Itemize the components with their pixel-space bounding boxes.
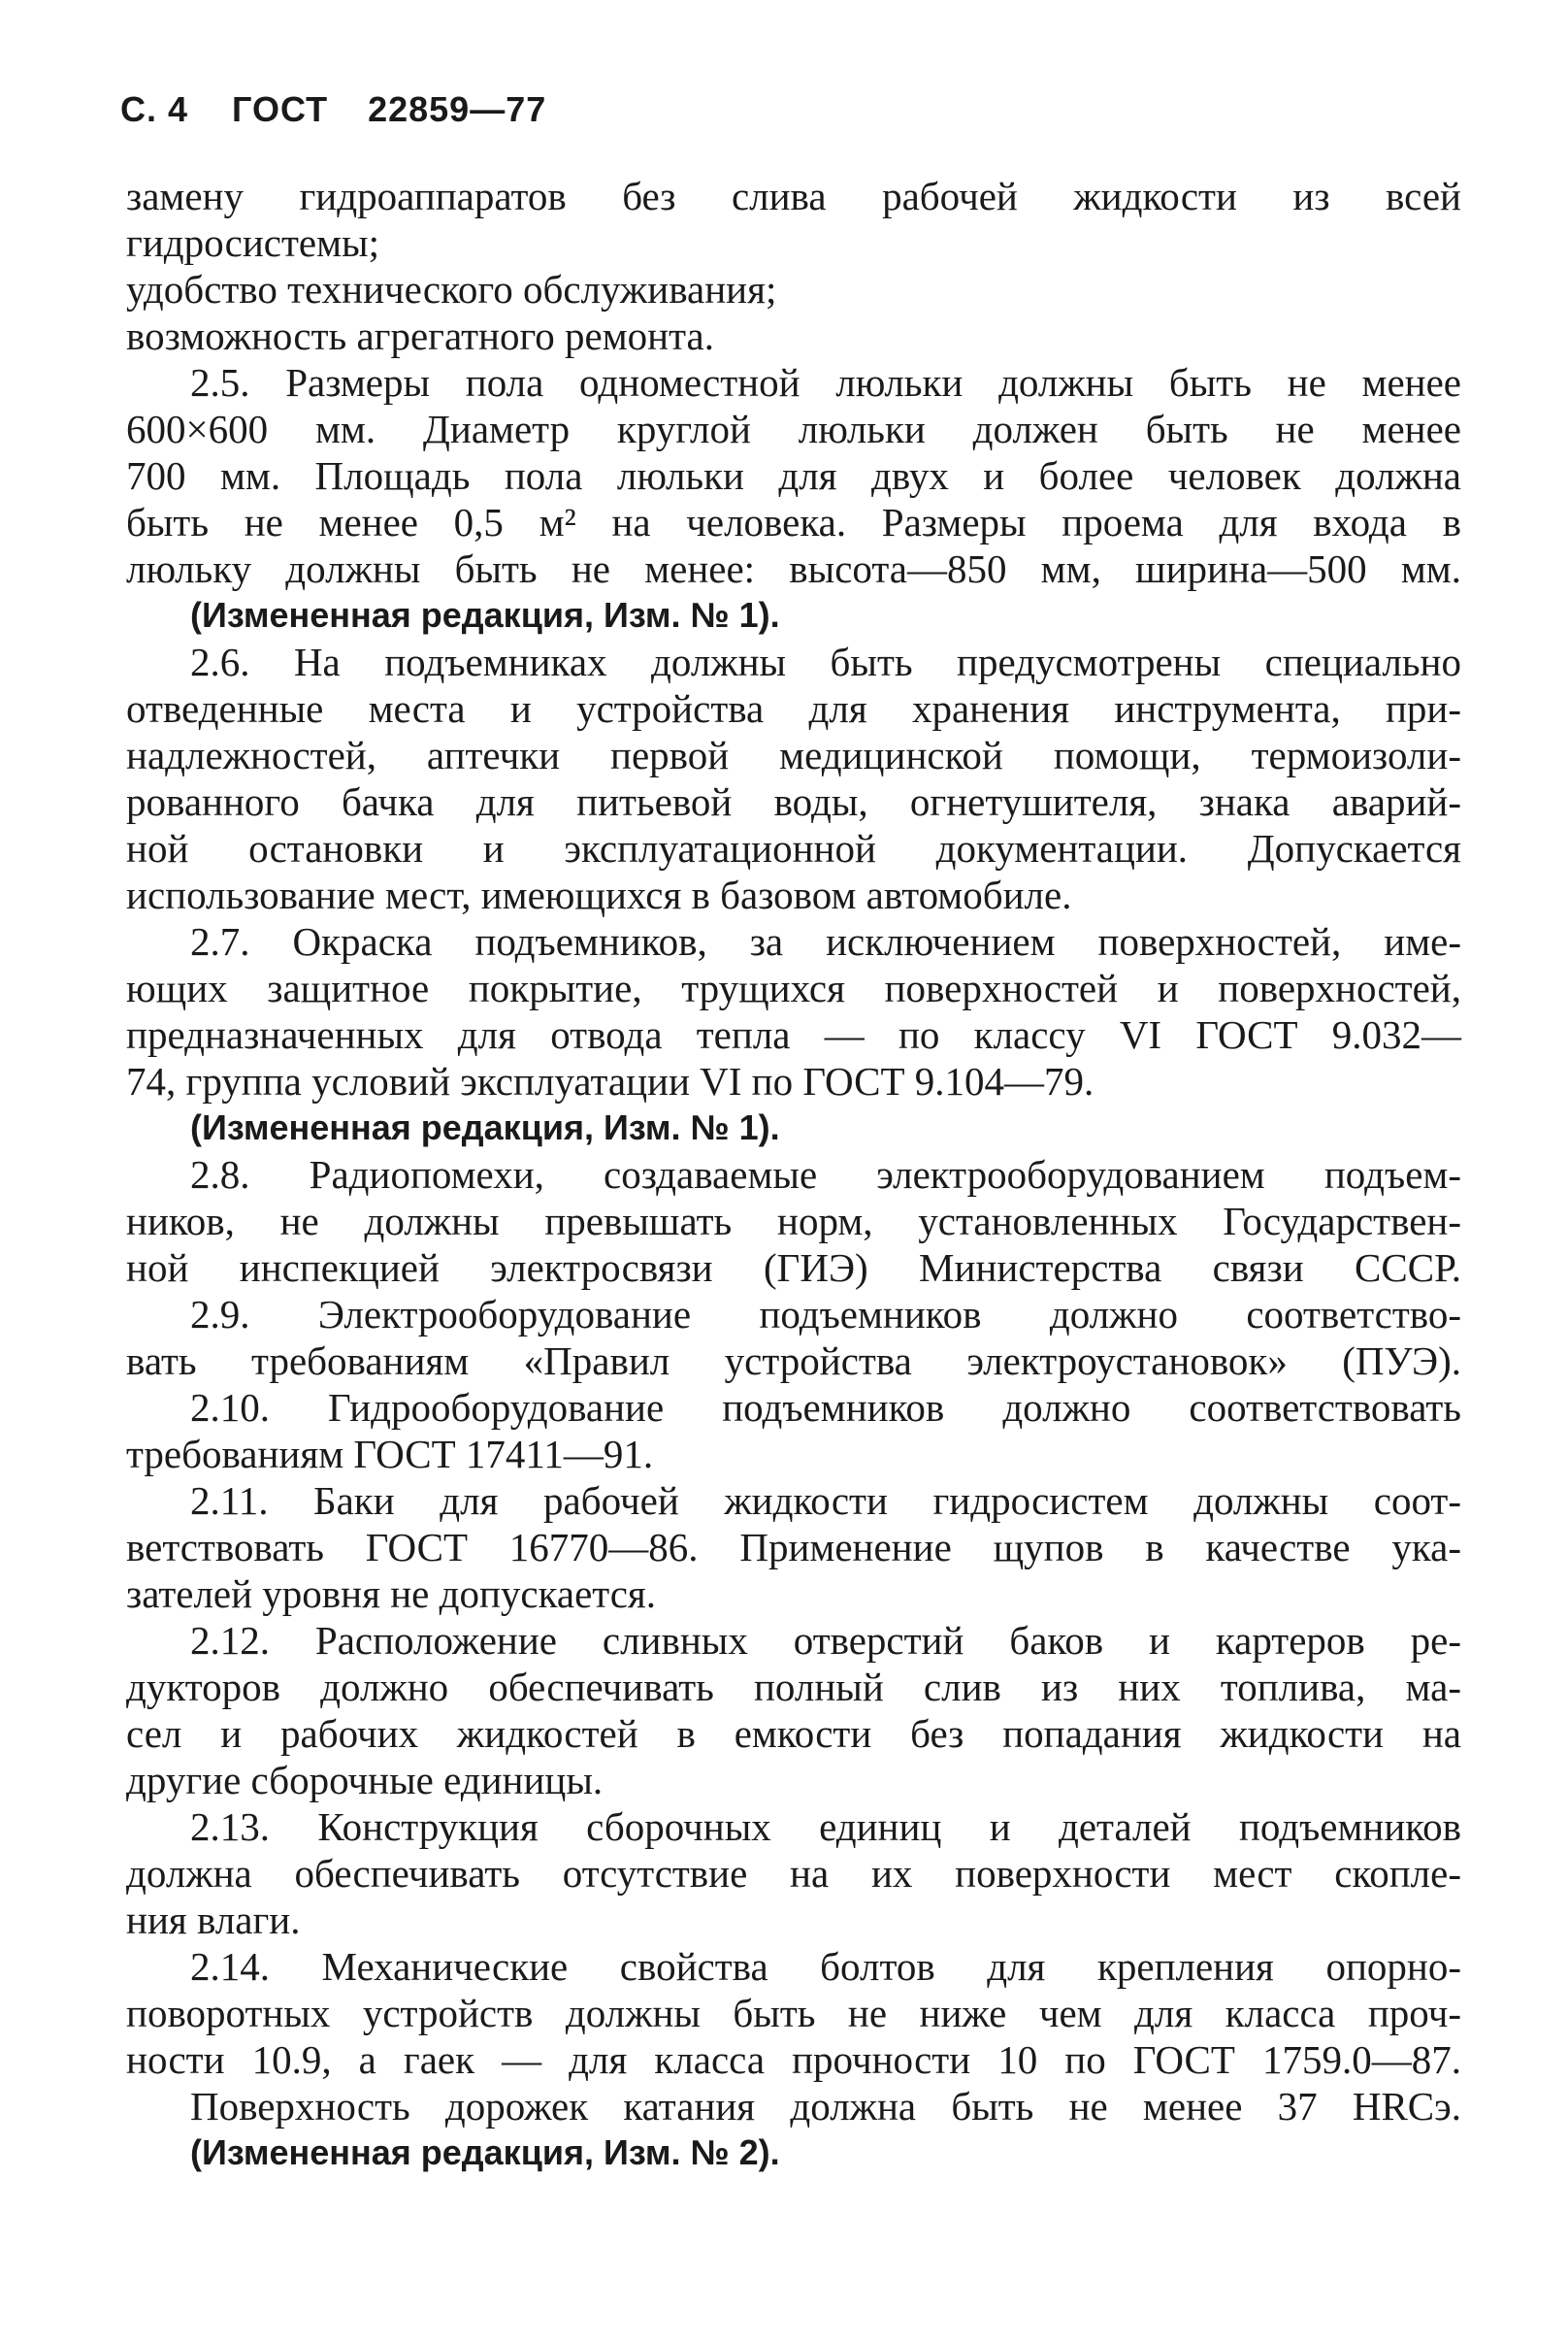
page-header	[120, 89, 546, 130]
text-line: поворотных устройств должны быть не ниже чем для класса проч-	[126, 1991, 1461, 2035]
text-line: 2.8. Радиопомехи, создаваемые электрооборудованием подъем-	[190, 1152, 1461, 1197]
text-line: ветствовать ГОСТ 16770—86. Применение щупов в качестве ука-	[126, 1525, 1461, 1569]
text-line: 2.6. На подъемниках должны быть предусмотрены специально	[190, 640, 1461, 684]
page-number: С. 4	[120, 89, 189, 129]
text-line: 2.10. Гидрооборудование подъемников должно соответствовать	[190, 1385, 1461, 1430]
text-line: Поверхность дорожек катания должна быть не менее 37 HRCэ.	[190, 2084, 1461, 2129]
standard-number: 22859—77	[368, 89, 547, 129]
text-line: 2.11. Баки для рабочей жидкости гидросистем должны соот-	[190, 1478, 1461, 1523]
text-line: замену гидроаппаратов без слива рабочей жидкости из всей	[126, 174, 1461, 218]
text-line: использование мест, имеющихся в базовом автомобиле.	[126, 873, 1072, 917]
text-line: должна обеспечивать отсутствие на их поверхности мест скопле-	[126, 1851, 1461, 1896]
text-line: ния влаги.	[126, 1898, 301, 1942]
text-line: быть не менее 0,5 м² на человека. Размеры проема для входа в	[126, 500, 1461, 545]
text-line: 2.5. Размеры пола одноместной люльки должны быть не менее	[190, 360, 1461, 405]
amendment-note: (Измененная редакция, Изм. № 1).	[190, 1107, 780, 1147]
text-line: надлежностей, аптечки первой медицинской помощи, термоизоли-	[126, 733, 1461, 777]
text-line: 2.12. Расположение сливных отверстий баков и картеров ре-	[190, 1618, 1461, 1663]
text-line: предназначенных для отвода тепла — по классу VI ГОСТ 9.032—	[126, 1012, 1461, 1057]
text-line: удобство технического обслуживания;	[126, 267, 777, 312]
text-line: ющих защитное покрытие, трущихся поверхностей и поверхностей,	[126, 966, 1461, 1010]
text-line: возможность агрегатного ремонта.	[126, 314, 714, 358]
text-line: 2.9. Электрооборудование подъемников должно соответство-	[190, 1292, 1461, 1337]
text-line: отведенные места и устройства для хранения инструмента, при-	[126, 686, 1461, 731]
text-line: гидросистемы;	[126, 220, 379, 265]
text-line: 74, группа условий эксплуатации VI по ГОСТ 9.104—79.	[126, 1059, 1094, 1104]
amendment-note: (Измененная редакция, Изм. № 1).	[190, 595, 780, 635]
standard-label: ГОСТ	[232, 89, 329, 129]
text-line: сел и рабочих жидкостей в емкости без попадания жидкости на	[126, 1711, 1461, 1756]
text-line: вать требованиям «Правил устройства электроустановок» (ПУЭ).	[126, 1338, 1461, 1383]
document-body	[126, 173, 1461, 2176]
amendment-note: (Измененная редакция, Изм. № 2).	[190, 2132, 780, 2172]
text-line: требованиям ГОСТ 17411—91.	[126, 1432, 654, 1476]
text-line: 700 мм. Площадь пола люльки для двух и более человек должна	[126, 453, 1461, 498]
text-line: ной остановки и эксплуатационной документации. Допускается	[126, 826, 1461, 871]
text-line: 600×600 мм. Диаметр круглой люльки должен быть не менее	[126, 407, 1461, 451]
text-line: рованного бачка для питьевой воды, огнетушителя, знака аварий-	[126, 779, 1461, 824]
text-line: 2.7. Окраска подъемников, за исключением поверхностей, име-	[190, 919, 1461, 964]
text-line: люльку должны быть не менее: высота—850 мм, ширина—500 мм.	[126, 546, 1461, 591]
text-line: ности 10.9, а гаек — для класса прочности 10 по ГОСТ 1759.0—87.	[126, 2037, 1461, 2082]
text-line: зателей уровня не допускается.	[126, 1571, 657, 1616]
text-line: ной инспекцией электросвязи (ГИЭ) Министерства связи СССР.	[126, 1245, 1461, 1290]
text-line: 2.14. Механические свойства болтов для крепления опорно-	[190, 1944, 1461, 1989]
text-line: 2.13. Конструкция сборочных единиц и деталей подъемников	[190, 1804, 1461, 1849]
text-line: другие сборочные единицы.	[126, 1758, 604, 1802]
text-line: дукторов должно обеспечивать полный слив из них топлива, ма-	[126, 1665, 1461, 1709]
text-line: ников, не должны превышать норм, установленных Государствен-	[126, 1199, 1461, 1243]
